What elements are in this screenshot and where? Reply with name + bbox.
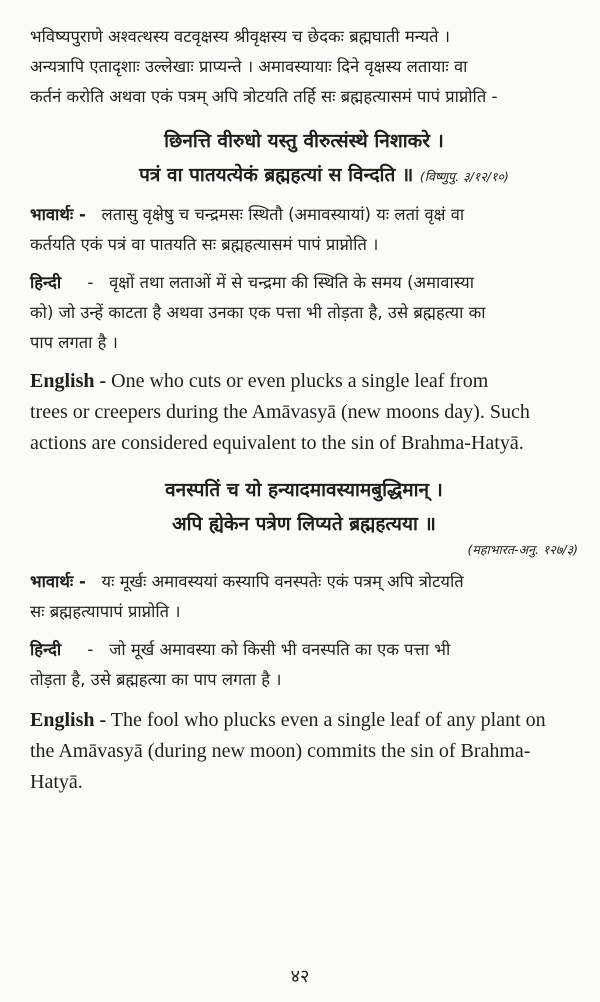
hindi-text: वृक्षों तथा लताओं में से चन्द्रमा की स्थिति के समय (अमावास्या [109,273,474,292]
verse-reference: (महाभारत-अनु. १२७/३) [467,542,578,557]
hindi-dash: - [87,640,94,659]
english-text: The fool who plucks even a single leaf of any plant on [110,709,546,731]
english-label: English - [30,370,107,392]
hindi-text: तोड़ता है, उसे ब्रह्महत्या का पाप लगता है । [30,670,282,689]
intro-line: कर्तनं करोति अथवा एकं पत्रम् अपि त्रोटयति तर्हि सः ब्रह्महत्यासमं पापं प्राप्नोति - [30,87,498,106]
bhavarth-2 [30,567,578,627]
english-text: the Amāvasyā (during new moon) commits the sin of Brahma- [30,740,531,762]
bhavarth-text: लतासु वृक्षेषु च चन्द्रमसः स्थितौ (अमावस्यायां) यः लतां वृक्षं वा [101,205,465,224]
bhavarth-label: भावार्थः - [30,572,86,591]
english-text: One who cuts or even plucks a single leaf from [111,370,489,392]
english-2 [30,705,578,798]
verse-text: पत्रं वा पातयत्येकं ब्रह्महत्यां स विन्दति ॥ [139,164,414,186]
english-label: English - [30,709,107,731]
intro-line: भविष्यपुराणे अश्वत्थस्य वटवृक्षस्य श्रीवृक्षस्य च छेदकः ब्रह्मघाती मन्यते । [30,27,451,46]
verse-line: वनस्पतिं च यो हन्यादमावस्यामबुद्धिमान् । [165,479,443,501]
verse-line: छिनत्ति वीरुधो यस्तु वीरुत्संस्थे निशाकरे । [164,130,444,152]
page-number: ४२ [290,966,310,987]
hindi-dash: - [87,273,94,292]
bhavarth-text: यः मूर्खः अमावस्ययां कस्यापि वनस्पतेः एकं पत्रम् अपि त्रोटयति [101,572,464,591]
hindi-text: जो मूर्ख अमावस्या को किसी भी वनस्पति का एक पत्ता भी [109,640,451,659]
english-text: trees or creepers during the Amāvasyā (new moons day). Such [30,401,530,423]
verse-line [30,158,578,194]
verse-vishnupurana [30,124,578,194]
bhavarth-1 [30,200,578,260]
page-body [30,22,578,798]
english-1 [30,366,578,459]
verse-mahabharata [30,473,578,559]
hindi-label: हिन्दी [30,273,62,292]
intro-line: अन्यत्रापि एतादृशाः उल्लेखाः प्राप्यन्ते । अमावस्यायाः दिने वृक्षस्य लतायाः वा [30,57,468,76]
bhavarth-label: भावार्थः - [30,205,86,224]
hindi-1 [30,268,578,358]
intro-paragraph [30,22,578,112]
hindi-text: को) जो उन्हें काटता है अथवा उनका एक पत्ता भी तोड़ता है, उसे ब्रह्महत्या का [30,303,486,322]
english-text: actions are considered equivalent to the sin of Brahma-Hatyā. [30,432,524,454]
hindi-label: हिन्दी [30,640,62,659]
bhavarth-text: सः ब्रह्महत्यापापं प्राप्नोति । [30,602,181,621]
bhavarth-text: कर्तयति एकं पत्रं वा पातयति सः ब्रह्महत्यासमं पापं प्राप्नोति । [30,235,379,254]
verse-reference: (विष्णुपु. ३/१२/१०) [419,169,509,184]
hindi-2 [30,635,578,695]
verse-line: अपि ह्येकेन पत्रेण लिप्यते ब्रह्महत्यया ॥ [172,513,436,535]
hindi-text: पाप लगता है । [30,333,118,352]
english-text: Hatyā. [30,771,83,793]
